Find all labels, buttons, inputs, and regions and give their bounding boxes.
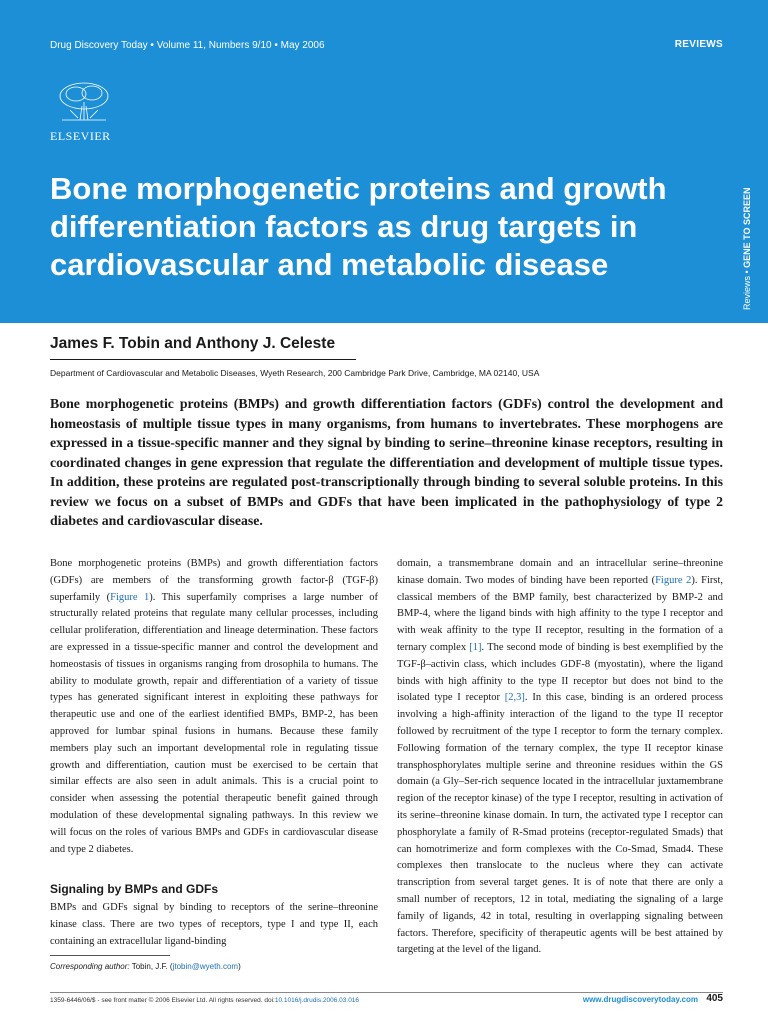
side-label-prefix: Reviews • <box>742 267 752 310</box>
signaling-paragraph-start <box>50 900 378 950</box>
figure-1-link[interactable]: Figure 1 <box>110 591 150 603</box>
authors-rule <box>50 359 356 360</box>
elsevier-logo <box>50 80 120 142</box>
reference-2-3-link[interactable]: [2,3] <box>504 692 525 704</box>
intro-paragraph <box>50 556 378 858</box>
journal-url[interactable]: www.drugdiscoverytoday.com <box>582 995 698 1004</box>
signaling-text-1a: BMPs and GDFs signal by binding to receptors of the serine–threonine kinase class. There are two types of receptors, type I and type II, each containing an extracellular ligand-binding <box>50 902 378 947</box>
page-number: 405 <box>706 993 723 1004</box>
authors: James F. Tobin and Anthony J. Celeste <box>50 335 336 352</box>
side-label-section: GENE TO SCREEN <box>742 187 752 268</box>
section-label: REVIEWS <box>674 39 723 50</box>
publisher-name: ELSEVIER <box>50 129 111 143</box>
intro-text-1: Bone morphogenetic proteins (BMPs) and growth differentiation factors (GDFs) are members of the transforming growth factor-β (TGF-β) superfamily ( <box>50 558 378 603</box>
figure-2-link[interactable]: Figure 2 <box>655 574 692 586</box>
doi-link[interactable]: 10.1016/j.drudis.2006.03.016 <box>274 997 360 1004</box>
signaling-text-4: . In this case, binding is an ordered process involving a high-affinity interaction of the ligand to the type II receptor followed by recruitment of the type I receptor to form the ternary complex. Following formation of the ternary complex, the type II receptor kinase transphosphorylates multiple serine and threonine residues within the GS domain (a Gly–Ser-rich sequence located in the intracellular juxtamembrane region of the receptor kinase) of the type I receptor, resulting in activation of its serine–threonine kinase domain. In turn, the activated type I receptor can phosphorylate a family of R-Smad proteins (receptor-regulated Smads) that can homotrimerize and form complexes with the Co-Smad, Smad4. These complexes then translocate to the nucleus where they can activate transcription from several target genes. It is of note that there are only a small number of receptors, 12 in total, mediating the signaling of a large family of ligands, 42 in total, resulting in overlapping signaling between factors. Therefore, specificity of therapeutic agents will be best attained by targeting at the level of the ligand. <box>397 692 723 956</box>
signaling-text-3: . The second mode of binding is best exemplified by the TGF-β–activin class, which includes GDF-8 (myostatin), where the ligand binds with high affinity to the type II receptor but does not bind to the isolated type I receptor <box>397 641 724 704</box>
signaling-text-2: ). First, classical members of the BMP family, best characterized by BMP-2 and BMP-4, where the ligand binds with high affinity to the type I receptor and with weak affinity to the type II receptor, resulting in the formation of a ternary complex <box>397 574 723 653</box>
signaling-text-1: domain, a transmembrane domain and an intracellular serine–threonine kinase domain. Two modes of binding have been reported ( <box>397 558 723 586</box>
affiliation: Department of Cardiovascular and Metabolic Diseases, Wyeth Research, 200 Cambridge Park Drive, Cambridge, MA 02140, USA <box>50 368 540 378</box>
side-section-label <box>742 187 752 310</box>
tree-icon <box>56 80 112 122</box>
corresponding-name: Tobin, J.F. ( <box>129 962 173 971</box>
reference-1-link[interactable]: [1] <box>469 641 482 653</box>
corresponding-close: ) <box>238 962 241 971</box>
section-heading-signaling: Signaling by BMPs and GDFs <box>50 882 219 897</box>
signaling-paragraph-continued <box>397 556 723 959</box>
intro-text-2: ). This superfamily comprises a large number of structurally related proteins that regulate many cellular processes, including cellular proliferation, differentiation and lineage determination. These factors are expressed in a tissue-specific manner and control the development and homeostasis of tissues in organisms ranging from drosophila to humans. The ability to modulate growth, repair and differentiation of a variety of tissue types has generated significant interest in exploiting these pathways for therapeutic use and one of the earliest identified BMPs, BMP-2, has been approved for lumbar spinal fusions in humans. Because these family members play such an important developmental role in regulating tissue growth and differentiation, caution must be exercised to be certain that similar effects are also seen in adult animals. This is a crucial point to consider when assessing the potential therapeutic benefit gained through modulation of these developmental signaling pathways. In this review we will focus on the roles of various BMPs and GDFs in cardiovascular disease and type 2 diabetes. <box>50 591 378 855</box>
journal-line: Drug Discovery Today • Volume 11, Numbers 9/10 • May 2006 <box>50 40 325 51</box>
article-title: Bone morphogenetic proteins and growth differentiation factors as drug targets in cardiovascular and metabolic disease <box>50 171 667 282</box>
copyright-line <box>50 997 359 1004</box>
corresponding-author <box>50 962 241 971</box>
footnote-rule <box>50 955 170 956</box>
column-right <box>397 556 723 959</box>
corresponding-email-link[interactable]: jtobin@wyeth.com <box>172 962 239 971</box>
abstract: Bone morphogenetic proteins (BMPs) and growth differentiation factors (GDFs) control the development and homeostasis of multiple tissue types in many organisms, from humans to invertebrates. These morphogens are expressed in a tissue-specific manner and they signal by binding to serine–threonine kinase receptors, resulting in coordinated changes in gene expression that regulate the differentiation and development of multiple tissue types. In addition, these proteins are regulated post-transcriptionally through binding to several soluble proteins. In this review we focus on a subset of BMPs and GDFs that have been implicated in the pathophysiology of type 2 diabetes and cardiovascular disease. <box>50 396 723 528</box>
column-left <box>50 556 378 951</box>
footer-rule <box>50 992 723 993</box>
issn-text: 1359-6446/06/$ - see front matter © 2006 Elsevier Ltd. All rights reserved. doi: <box>50 997 275 1004</box>
corresponding-label: Corresponding author: <box>50 962 130 971</box>
